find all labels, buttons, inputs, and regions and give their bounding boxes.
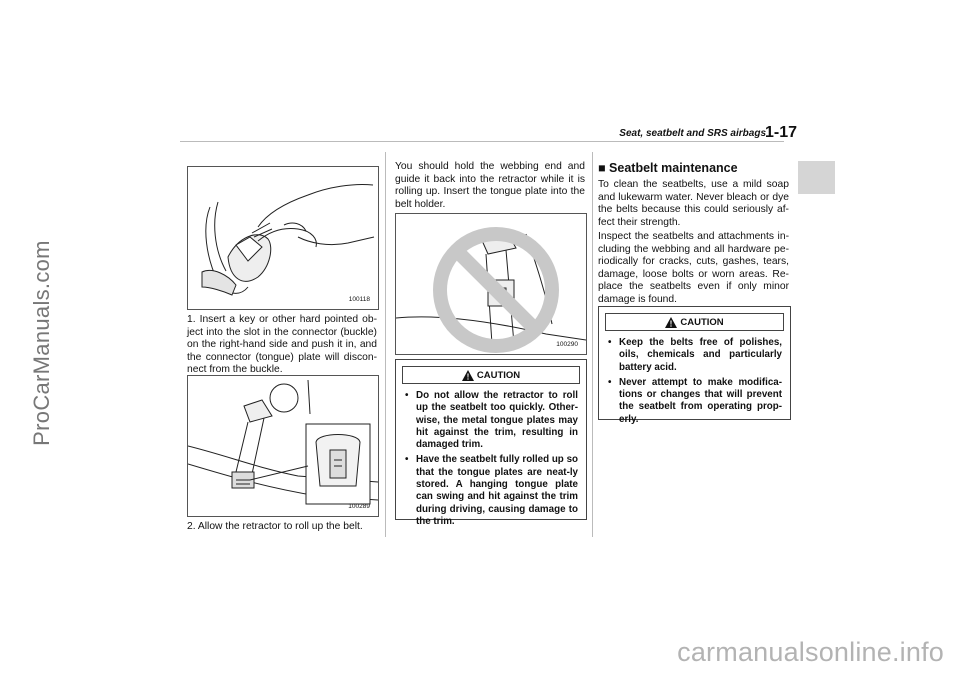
figure-key-release [187,166,379,310]
caution-title: CAUTION [402,366,580,384]
caution-list [405,390,578,528]
caution-box-maintenance [598,306,791,425]
figure-prohibited [395,213,587,355]
header-rule [180,141,784,142]
chapter-tab [798,161,835,194]
caution-title: CAUTION [605,313,784,331]
inspection-paragraph: Inspect the seatbelts and attachments in-cluding the webbing and all hardware pe-riodically for cracks, cuts, gashes, tears, damage, loose bolts or worn areas. Re-place the seatbelts even if only minor damage is found. [598,231,789,305]
figure-number: 100290 [556,341,578,348]
column-divider-2 [592,152,593,537]
caution-box-retractor [395,359,587,527]
warning-triangle-icon [665,317,677,328]
caution-item: • Never attempt to make modifica-tions or changes that will prevent the seatbelt from operating prop-erly. [608,376,782,425]
page-number: 1-17 [765,124,798,141]
caution-item: • Have the seatbelt fully rolled up so that the tongue plates are neat-ly stored. A hanging tongue plate can swing and hit against the trim during driving, causing damage to the trim. [405,454,578,527]
prohibited-illustration [396,214,586,354]
footer-watermark: carmanualsonline.info [677,637,944,667]
cleaning-paragraph: To clean the seatbelts, use a mild soap and lukewarm water. Never bleach or dye the belts because this could seriously af-fect their strength. [598,179,789,228]
caution-list [608,337,782,426]
key-release-illustration [188,167,378,309]
step-2-text: 2. Allow the retractor to roll up the belt. [187,521,363,532]
column-divider-1 [385,152,386,537]
caution-item: • Keep the belts free of polishes, oils, chemicals and particularly battery acid. [608,337,782,373]
section-title: Seat, seatbelt and SRS airbags [619,128,766,139]
side-watermark: ProCarManuals.com [29,240,54,446]
heading-marker-icon: ■ [598,161,606,175]
section-heading: ■ Seatbelt maintenance [598,161,738,175]
retractor-guidance-text: You should hold the webbing end and guide it back into the retractor while it is rolling up. Insert the tongue plate into the belt holder. [395,161,585,210]
figure-number: 100289 [348,503,370,510]
warning-triangle-icon [462,370,474,381]
retractor-illustration [188,376,378,516]
figure-retractor [187,375,379,517]
caution-item: • Do not allow the retractor to roll up the seatbelt too quickly. Other-wise, the metal tongue plates may hit against the trim, resulting in damaged trim. [405,390,578,451]
figure-number: 100118 [348,296,370,303]
step-1-text: 1. Insert a key or other hard pointed ob-ject into the slot in the connector (buckle) on the right-hand side and push it in, and the connector (tongue) plate will discon-nect from the buckle. [187,314,377,376]
